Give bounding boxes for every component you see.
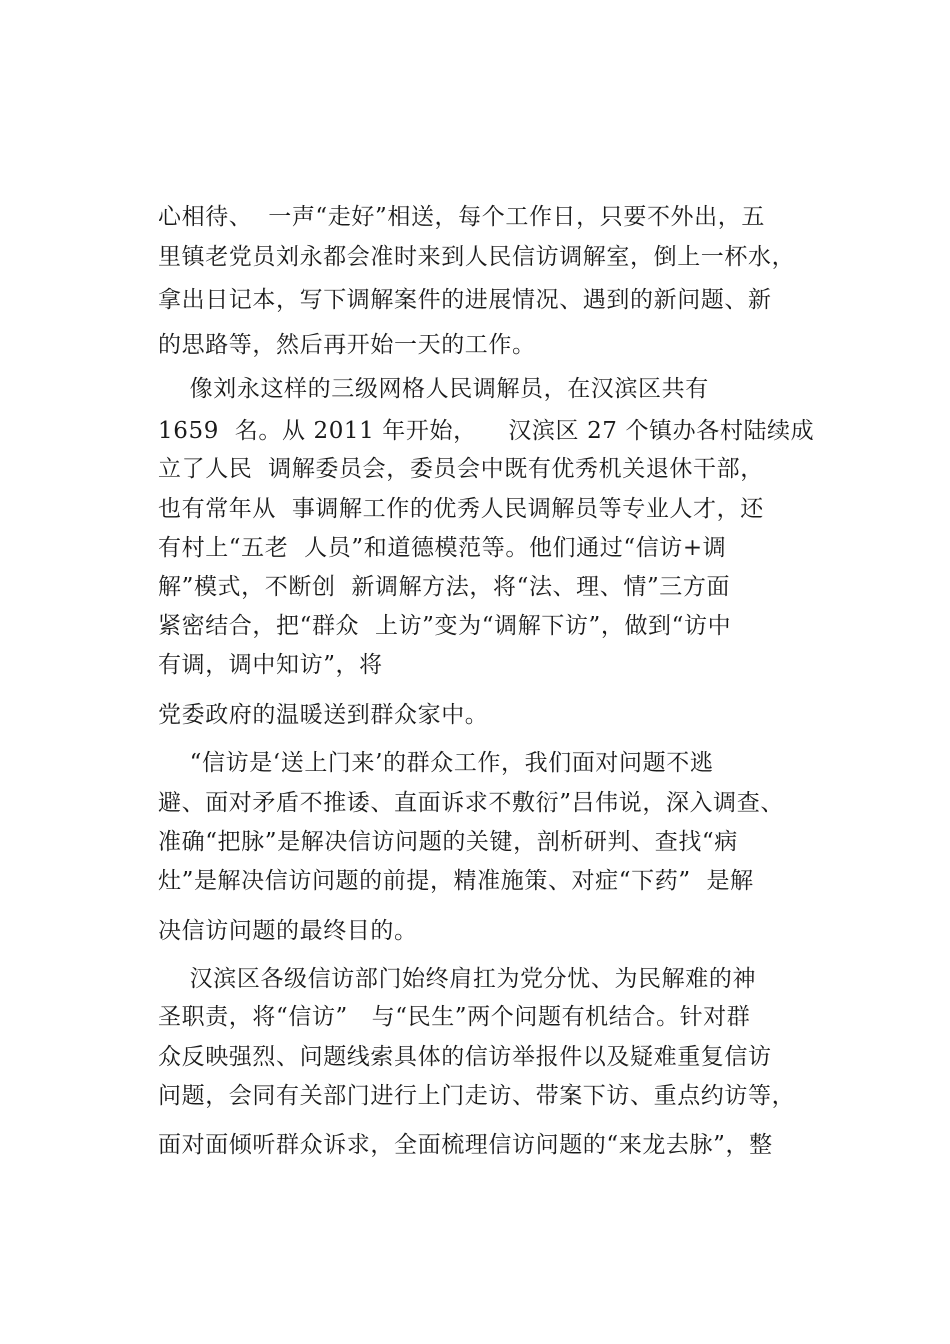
text-line: 汉滨区各级信访部门始终肩扛为党分忧、为民解难的神	[158, 966, 757, 992]
text-line: 灶”是解决信访问题的前提，精准施策、对症“下药” 是解	[158, 868, 754, 894]
text-line: 1659 名。从 2011 年开始， 汉滨区 27 个镇办各村陆续成	[158, 418, 815, 444]
text-line: 问题，会同有关部门进行上门走访、带案下访、重点约访等，	[158, 1083, 796, 1109]
text-line: 有调，调中知访”，将	[158, 652, 383, 678]
text-line: 众反映强烈、问题线索具体的信访举报件以及疑难重复信访	[158, 1044, 772, 1070]
text-line: 准确“把脉”是解决信访问题的关键，剖析研判、查找“病	[158, 829, 738, 855]
text-line: 党委政府的温暖送到群众家中。	[158, 702, 489, 728]
text-line: 也有常年从 事调解工作的优秀人民调解员等专业人才，还	[158, 496, 764, 522]
text-line: 解”模式，不断创 新调解方法，将“法、理、情”三方面	[158, 574, 731, 600]
text-line: 决信访问题的最终目的。	[158, 918, 418, 944]
text-line: 紧密结合，把“群众 上访”变为“调解下访”，做到“访中	[158, 613, 732, 639]
text-line: 里镇老党员刘永都会准时来到人民信访调解室，倒上一杯水，	[158, 244, 796, 270]
text-line: 有村上“五老 人员”和道德模范等。他们通过“信访+调	[158, 535, 727, 561]
text-line: 心相待、 一声“走好”相送，每个工作日，只要不外出，五	[158, 204, 765, 230]
text-line: 的思路等，然后再开始一天的工作。	[158, 332, 536, 358]
text-line: 圣职责，将“信访” 与“民生”两个问题有机结合。针对群	[158, 1004, 751, 1030]
text-line: 避、面对矛盾不推诿、直面诉求不敷衍”吕伟说，深入调查、	[158, 790, 784, 816]
text-line: 面对面倾听群众诉求，全面梳理信访问题的“来龙去脉”，整	[158, 1132, 773, 1158]
text-line: 立了人民 调解委员会，委员会中既有优秀机关退休干部，	[158, 456, 764, 482]
text-line: “信访是‘送上门来’的群众工作，我们面对问题不逃	[158, 750, 714, 776]
text-line: 拿出日记本，写下调解案件的进展情况、遇到的新问题、新	[158, 287, 772, 313]
text-line: 像刘永这样的三级网格人民调解员，在汉滨区共有	[158, 376, 709, 402]
